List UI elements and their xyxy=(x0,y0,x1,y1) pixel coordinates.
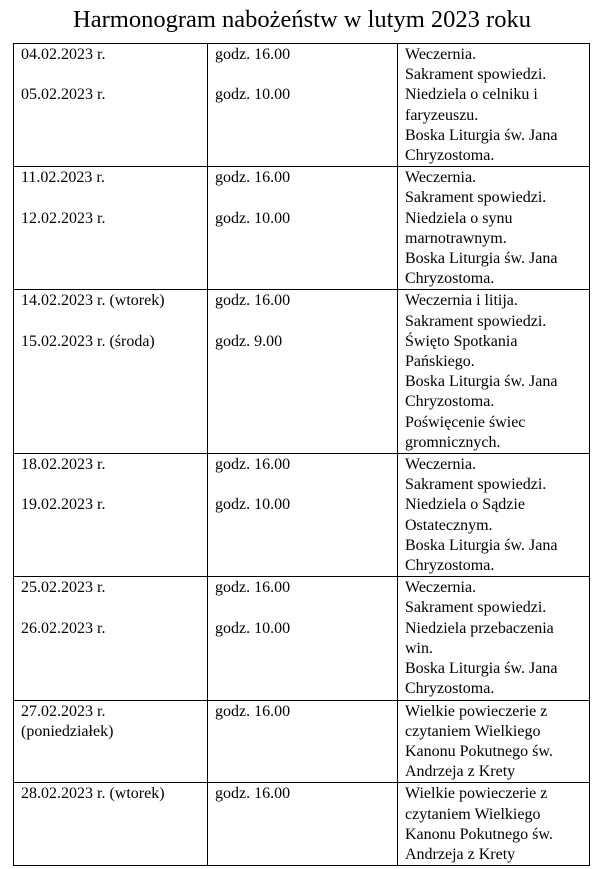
time-cell xyxy=(208,783,398,866)
date-line: 19.02.2023 r. xyxy=(21,496,106,514)
description-line: Sakrament spowiedzi. xyxy=(405,66,547,84)
time-line: godz. 16.00 xyxy=(215,456,291,474)
description-line: Wielkie powieczerie z xyxy=(405,785,548,803)
date-line: 05.02.2023 r. xyxy=(21,86,106,104)
description-line: Boska Liturgia św. Jana xyxy=(405,536,558,554)
date-line: 25.02.2023 r. xyxy=(21,579,106,597)
description-line: faryzeuszu. xyxy=(405,106,479,124)
date-line: 04.02.2023 r. xyxy=(21,46,106,63)
time-line: godz. 16.00 xyxy=(215,785,291,803)
description-line: Sakrament spowiedzi. xyxy=(405,312,547,330)
description-line: Niedziela przebaczenia xyxy=(405,619,554,637)
description-cell xyxy=(398,577,590,700)
description-line: Sakrament spowiedzi. xyxy=(405,189,547,207)
time-line: godz. 16.00 xyxy=(215,169,291,187)
date-cell xyxy=(14,783,208,866)
date-line: 28.02.2023 r. (wtorek) xyxy=(21,785,165,803)
schedule-row xyxy=(14,44,590,167)
description-line: Kanonu Pokutnego św. xyxy=(405,742,553,760)
description-line: Boska Liturgia św. Jana xyxy=(405,660,558,678)
description-line: Pańskiego. xyxy=(405,353,475,371)
time-line xyxy=(215,65,397,85)
time-line xyxy=(215,188,397,208)
time-line: godz. 10.00 xyxy=(215,209,291,227)
description-line: Andrzeja z Krety xyxy=(405,845,516,863)
description-line: Niedziela o Sądzie xyxy=(405,496,525,514)
date-line: (poniedziałek) xyxy=(21,722,114,740)
schedule-table xyxy=(13,43,590,866)
time-line xyxy=(215,598,397,618)
time-cell xyxy=(208,454,398,577)
date-line xyxy=(21,312,207,332)
description-cell xyxy=(398,700,590,783)
description-line: Andrzeja z Krety xyxy=(405,763,516,781)
date-line xyxy=(21,475,207,495)
description-line: Boska Liturgia św. Jana xyxy=(405,250,558,268)
description-line: Chryzostoma. xyxy=(405,393,495,411)
page-title: Harmonogram nabożeństw w lutym 2023 roku xyxy=(73,6,531,33)
date-cell xyxy=(14,577,208,700)
schedule-row xyxy=(14,783,590,866)
description-line: Ostatecznym. xyxy=(405,516,493,534)
description-cell xyxy=(398,167,590,290)
description-line: Chryzostoma. xyxy=(405,270,495,288)
date-line: 12.02.2023 r. xyxy=(21,209,106,227)
description-cell xyxy=(398,290,590,454)
schedule-row xyxy=(14,577,590,700)
description-line: gromnicznych. xyxy=(405,433,501,451)
description-line: Boska Liturgia św. Jana xyxy=(405,126,558,144)
schedule-body xyxy=(14,44,590,866)
date-cell xyxy=(14,167,208,290)
time-line: godz. 16.00 xyxy=(215,292,291,310)
date-line: 26.02.2023 r. xyxy=(21,619,106,637)
time-cell xyxy=(208,167,398,290)
time-line xyxy=(215,312,397,332)
schedule-row xyxy=(14,290,590,454)
description-line: Wielkie powieczerie z xyxy=(405,702,548,720)
description-line: Chryzostoma. xyxy=(405,557,495,575)
description-line: Chryzostoma. xyxy=(405,680,495,698)
description-line: Weczernia i litija. xyxy=(405,292,518,310)
date-line: 18.02.2023 r. xyxy=(21,456,106,474)
time-line: godz. 16.00 xyxy=(215,46,291,63)
description-cell xyxy=(398,783,590,866)
time-cell xyxy=(208,700,398,783)
description-line: Boska Liturgia św. Jana xyxy=(405,373,558,391)
time-line: godz. 10.00 xyxy=(215,86,291,104)
date-cell xyxy=(14,44,208,167)
schedule-row xyxy=(14,167,590,290)
date-cell xyxy=(14,290,208,454)
date-line xyxy=(21,598,207,618)
date-line: 15.02.2023 r. (środa) xyxy=(21,332,155,350)
date-cell xyxy=(14,454,208,577)
description-line: Weczernia. xyxy=(405,169,477,187)
time-cell xyxy=(208,290,398,454)
description-cell xyxy=(398,44,590,167)
description-cell xyxy=(398,454,590,577)
time-line xyxy=(215,475,397,495)
description-line: Sakrament spowiedzi. xyxy=(405,476,547,494)
description-line: Weczernia. xyxy=(405,46,477,63)
description-line: win. xyxy=(405,639,433,657)
description-line: Chryzostoma. xyxy=(405,147,495,165)
description-line: marnotrawnym. xyxy=(405,229,507,247)
date-line: 11.02.2023 r. xyxy=(21,169,105,187)
time-line: godz. 10.00 xyxy=(215,619,291,637)
time-line: godz. 10.00 xyxy=(215,496,291,514)
time-line: godz. 16.00 xyxy=(215,579,291,597)
date-cell xyxy=(14,700,208,783)
time-line: godz. 16.00 xyxy=(215,702,291,720)
date-line xyxy=(21,188,207,208)
description-line: Niedziela o celniku i xyxy=(405,86,538,104)
description-line: Kanonu Pokutnego św. xyxy=(405,825,553,843)
date-line xyxy=(21,65,207,85)
description-line: Poświęcenie świec xyxy=(405,413,526,431)
schedule-row xyxy=(14,700,590,783)
description-line: Weczernia. xyxy=(405,456,477,474)
date-line: 14.02.2023 r. (wtorek) xyxy=(21,292,165,310)
time-line: godz. 9.00 xyxy=(215,332,283,350)
time-cell xyxy=(208,577,398,700)
description-line: Sakrament spowiedzi. xyxy=(405,599,547,617)
schedule-row xyxy=(14,454,590,577)
description-line: Święto Spotkania xyxy=(405,332,518,350)
time-cell xyxy=(208,44,398,167)
description-line: czytaniem Wielkiego xyxy=(405,805,541,823)
description-line: Niedziela o synu xyxy=(405,209,513,227)
description-line: czytaniem Wielkiego xyxy=(405,722,541,740)
date-line: 27.02.2023 r. xyxy=(21,702,106,720)
description-line: Weczernia. xyxy=(405,579,477,597)
